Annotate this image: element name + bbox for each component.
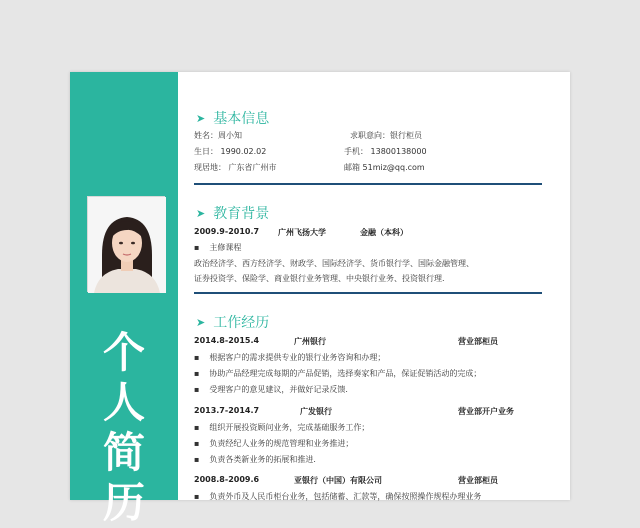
section-heading-education: [196, 203, 269, 223]
content-area: [194, 72, 540, 500]
section-title: 基本信息: [213, 111, 270, 127]
section-divider: [194, 183, 542, 185]
edu-period: 2009.9-2010.7: [194, 227, 260, 236]
section-heading-work: [196, 312, 269, 332]
name-field: 姓名：周小知: [194, 131, 242, 140]
job-duty: ▪ 受理客户的意见建议，并做好记录反馈.: [194, 384, 348, 395]
job-duty: ▪ 负责经纪人业务的规范管理和业务推进；: [194, 438, 353, 449]
job-intention-field: 求职意向：银行柜员: [350, 131, 422, 140]
section-title: 工作经历: [213, 315, 270, 331]
section-divider: [194, 292, 542, 294]
job-duty: ▪ 负责外币及人民币柜台业务，包括储蓄、汇款等，确保按照操作规程办理业务: [194, 491, 481, 502]
address-field: 现居地： 广东省广州市: [194, 163, 277, 172]
job-role: 营业部开户业务: [458, 407, 514, 416]
job-duty: ▪ 组织开展投资顾问业务，完成基础服务工作；: [194, 422, 369, 433]
job-duty: ▪ 负责各类新业务的拓展和推进.: [194, 454, 316, 465]
arrow-icon: ➤: [196, 206, 206, 220]
job-role: 营业部柜员: [458, 476, 498, 485]
portrait-image: [88, 197, 166, 293]
job-role: 营业部柜员: [458, 337, 498, 346]
job-period: 2014.8-2015.4: [194, 336, 260, 345]
courses-line: 政治经济学、西方经济学、财政学、国际经济学、货币银行学、国际金融管理、: [194, 259, 474, 268]
email-field: 邮箱 51miz@qq.com: [344, 163, 425, 172]
resume-vertical-title: [92, 328, 156, 528]
section-heading-basic: [196, 108, 269, 128]
title-char: 简: [102, 428, 145, 477]
job-company: 亚银行（中国）有限公司: [294, 476, 382, 485]
job-company: 广州银行: [294, 337, 326, 346]
sidebar: [70, 72, 178, 527]
birthday-field: 生日： 1990.02.02: [194, 147, 267, 156]
job-company: 广发银行: [300, 407, 332, 416]
profile-photo: [87, 196, 165, 292]
phone-field: 手机： 13800138000: [344, 147, 427, 156]
arrow-icon: ➤: [196, 111, 206, 125]
job-period: 2013.7-2014.7: [194, 406, 260, 415]
edu-school: 广州飞扬大学: [278, 228, 326, 237]
title-char: 个: [102, 328, 145, 377]
job-duty: ▪ 协助产品经理完成每期的产品促销，选择奏家和产品，保证促销活动的完成；: [194, 368, 481, 379]
arrow-icon: ➤: [196, 315, 206, 329]
title-char: 历: [102, 478, 145, 527]
section-title: 教育背景: [213, 206, 270, 222]
courses-label: ▪ 主修课程: [194, 242, 241, 253]
courses-line: 证券投资学、保险学、商业银行业务管理、中央银行业务、投资银行理.: [194, 274, 445, 283]
resume-page: [70, 72, 570, 527]
job-duty: ▪ 根据客户的需求提供专业的银行业务咨询和办理；: [194, 352, 385, 363]
title-char: 人: [102, 378, 145, 427]
edu-major: 金融（本科）: [360, 228, 408, 237]
job-period: 2008.8-2009.6: [194, 475, 260, 484]
